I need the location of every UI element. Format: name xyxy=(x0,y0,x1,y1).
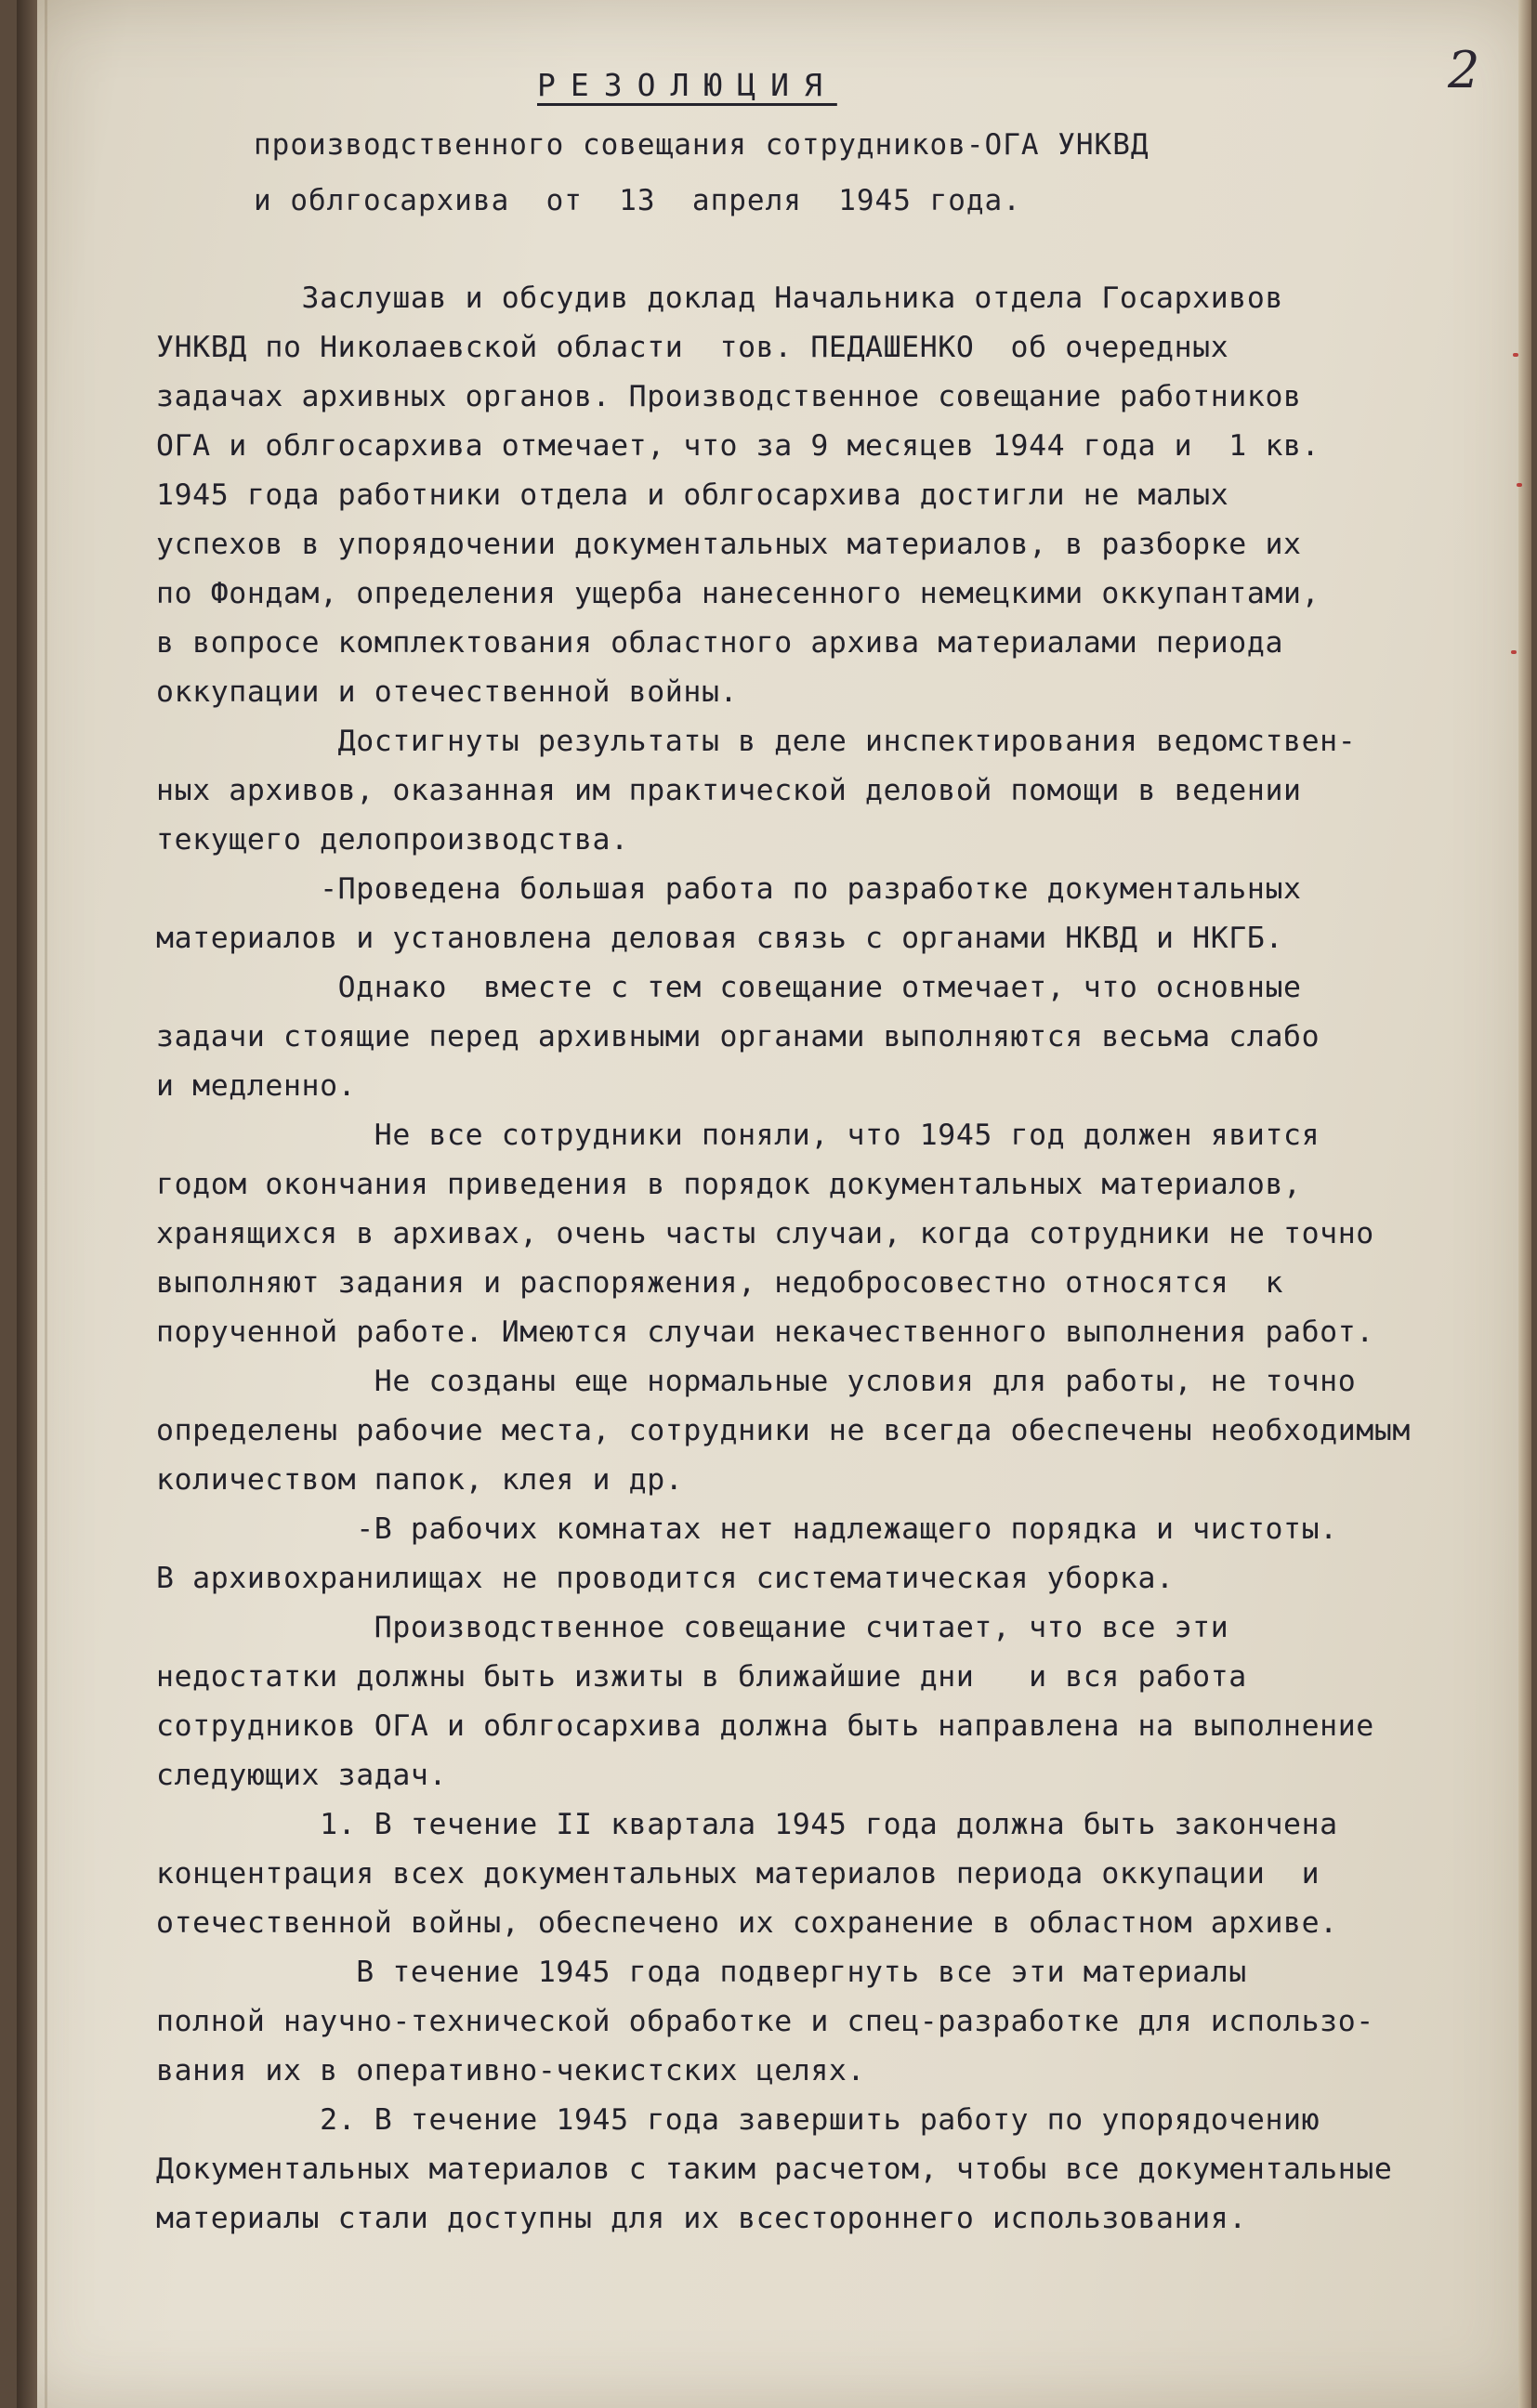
body-line: успехов в упорядочении документальных материалов, в разборке их xyxy=(156,528,1302,561)
body-line: по Фондам, определения ущерба нанесенного немецкими оккупантами, xyxy=(156,577,1320,610)
body-line: ных архивов, оказанная им практической деловой помощи в ведении xyxy=(156,774,1302,807)
body-line: полной научно-технической обработке и спец-разработке для использо- xyxy=(156,2005,1374,2038)
body-line: количеством папок, клея и др. xyxy=(156,1463,684,1497)
body-line: выполняют задания и распоряжения, недобросовестно относятся к xyxy=(156,1266,1284,1300)
body-line: задачах архивных органов. Производственное совещание работников xyxy=(156,380,1302,413)
body-line: -Проведена большая работа по разработке документальных xyxy=(156,872,1302,906)
page-fold xyxy=(45,0,47,2408)
body-line: оккупации и отечественной войны. xyxy=(156,675,739,709)
body-line: Однако вместе с тем совещание отмечает, что основные xyxy=(156,971,1302,1004)
document-title: РЕЗОЛЮЦИЯ xyxy=(537,67,837,103)
body-line: 2. В течение 1945 года завершить работу по упорядочению xyxy=(156,2103,1320,2137)
body-line: хранящихся в архивах, очень часты случаи, когда сотрудники не точно xyxy=(156,1217,1374,1250)
body-line: УНКВД по Николаевской области тов. ПЕДАШЕНКО об очередных xyxy=(156,331,1229,364)
body-line: ОГА и облгосархива отмечает, что за 9 месяцев 1944 года и 1 кв. xyxy=(156,429,1320,463)
body-line: сотрудников ОГА и облгосархива должна быть направлена на выполнение xyxy=(156,1709,1374,1743)
page-number: 2 xyxy=(1448,41,1480,99)
body-line: следующих задач. xyxy=(156,1759,448,1792)
body-line: Достигнуты результаты в деле инспектирования ведомствен- xyxy=(156,725,1357,758)
body-line: 1. В течение II квартала 1945 года должна быть закончена xyxy=(156,1808,1338,1841)
body-line: 1945 года работники отдела и облгосархива достигли не малых xyxy=(156,478,1229,512)
body-line: Не все сотрудники поняли, что 1945 год должен явится xyxy=(156,1119,1320,1152)
body-line: материалы стали доступны для их всестороннего использования. xyxy=(156,2202,1247,2235)
body-line: годом окончания приведения в порядок документальных материалов, xyxy=(156,1168,1302,1201)
body-line: Не созданы еще нормальные условия для работы, не точно xyxy=(156,1365,1357,1398)
body-line: -В рабочих комнатах нет надлежащего порядка и чистоты. xyxy=(156,1512,1338,1546)
subtitle-line: производственного совещания сотрудников-ОГА УНКВД xyxy=(254,128,1149,162)
body-line: задачи стоящие перед архивными органами выполняются весьма слабо xyxy=(156,1020,1320,1054)
body-line: в вопросе комплектования областного архива материалами периода xyxy=(156,626,1284,660)
body-line: порученной работе. Имеются случаи некачественного выполнения работ. xyxy=(156,1315,1374,1349)
body-line: Производственное совещание считает, что все эти xyxy=(156,1611,1229,1644)
body-line: материалов и установлена деловая связь с органами НКВД и НКГБ. xyxy=(156,922,1284,955)
body-line: вания их в оперативно-чекистских целях. xyxy=(156,2054,866,2087)
body-line: В архивохранилищах не проводится систематическая уборка. xyxy=(156,1562,1175,1595)
subtitle-line: и облгосархива от 13 апреля 1945 года. xyxy=(254,184,1021,217)
body-line: Документальных материалов с таким расчетом, чтобы все документальные xyxy=(156,2153,1393,2186)
body-line: отечественной войны, обеспечено их сохранение в областном архиве. xyxy=(156,1906,1338,1940)
body-line: концентрация всех документальных материалов периода оккупации и xyxy=(156,1857,1320,1891)
body-line: текущего делопроизводства. xyxy=(156,823,629,857)
body-line: Заслушав и обсудив доклад Начальника отдела Госархивов xyxy=(156,281,1284,315)
body-line: недостатки должны быть изжиты в ближайшие дни и вся работа xyxy=(156,1660,1247,1694)
document-sheet xyxy=(17,0,1531,2408)
body-line: и медленно. xyxy=(156,1069,357,1103)
body-line: В течение 1945 года подвергнуть все эти материалы xyxy=(156,1956,1247,1989)
resolution-body xyxy=(156,274,1537,2244)
binding-edge xyxy=(17,0,37,2408)
body-line: определены рабочие места, сотрудники не всегда обеспечены необходимым xyxy=(156,1414,1411,1447)
